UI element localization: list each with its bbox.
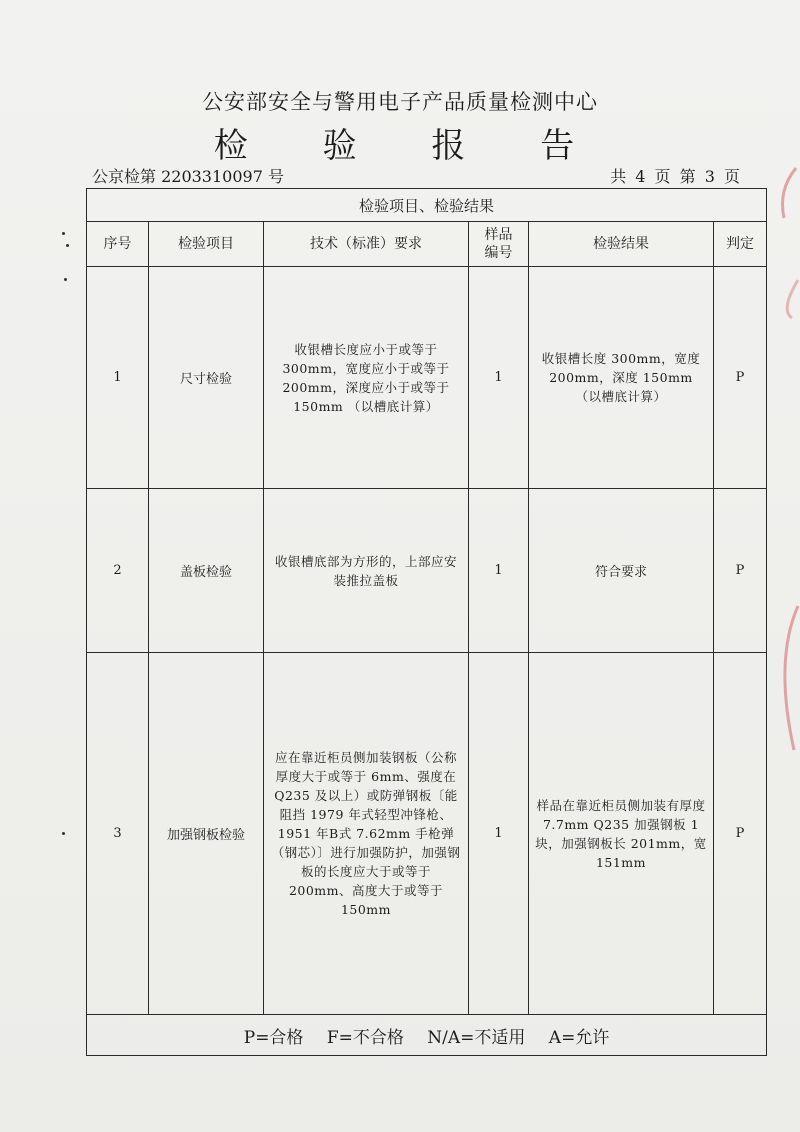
row-sample: 1 [469,267,529,489]
row-item: 盖板检验 [149,489,264,653]
inspection-results-table [86,188,767,1056]
column-header-requirement: 技术（标准）要求 [264,222,469,267]
column-header-result: 检验结果 [529,222,714,267]
table-row [87,267,767,489]
report-number: 公京检第 2203310097 号 [92,167,284,186]
row-verdict: P [714,653,767,1015]
row-requirement: 应在靠近柜员侧加装钢板（公称厚度大于或等于 6mm、强度在Q235 及以上）或防弹钢板〔能阻挡 1979 年式轻型冲锋枪、1951 年B式 7.62mm 手枪弹（钢芯）〕进行加强防护，加强钢板的长度应大于或等于 200mm、高度大于或等于 150mm [264,653,469,1015]
row-verdict: P [714,267,767,489]
row-requirement: 收银槽长度应小于或等于300mm，宽度应小于或等于200mm，深度应小于或等于150mm （以槽底计算） [264,267,469,489]
table-row [87,653,767,1015]
table-row [87,489,767,653]
center-name: 公安部安全与警用电子产品质量检测中心 [202,90,598,114]
legend: P=合格 F=不合格 N/A=不适用 A=允许 [87,1015,767,1056]
seal-fragment-top [772,160,800,320]
row-requirement: 收银槽底部为方形的，上部应安装推拉盖板 [264,489,469,653]
seal-fragment-bottom [770,600,800,760]
scan-speck [64,278,67,281]
row-result: 收银槽长度 300mm，宽度200mm，深度 150mm （以槽底计算） [529,267,714,489]
row-sample: 1 [469,653,529,1015]
row-no: 1 [87,267,149,489]
row-no: 2 [87,489,149,653]
document-title: 检 验 报 告 [213,126,607,166]
column-header-sample: 样品编号 [469,222,529,267]
row-verdict: P [714,489,767,653]
column-header-item: 检验项目 [149,222,264,267]
row-item: 加强钢板检验 [149,653,264,1015]
section-title: 检验项目、检验结果 [87,189,767,222]
column-header-no: 序号 [87,222,149,267]
page-info: 共 4 页 第 3 页 [610,167,740,186]
scan-speck [62,832,65,835]
row-sample: 1 [469,489,529,653]
scan-speck [62,232,65,235]
row-result: 样品在靠近柜员侧加装有厚度 7.7mm Q235 加强钢板 1块，加强钢板长 201mm，宽151mm [529,653,714,1015]
row-no: 3 [87,653,149,1015]
column-header-verdict: 判定 [714,222,767,267]
row-item: 尺寸检验 [149,267,264,489]
row-result: 符合要求 [529,489,714,653]
table-header-row [87,222,767,267]
scan-speck [66,244,69,247]
